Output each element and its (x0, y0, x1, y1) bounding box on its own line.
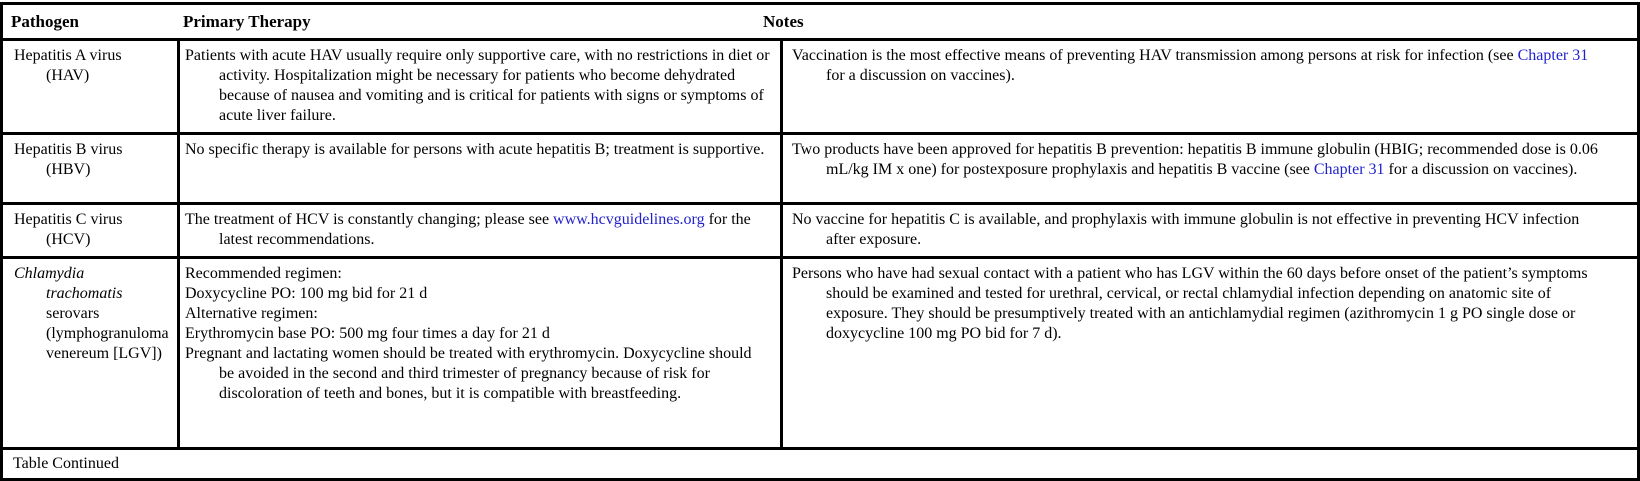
text-segment: serovars (46, 305, 100, 322)
notes-cell (783, 41, 1637, 132)
pathogen-line (14, 344, 173, 364)
column-header-notes: Notes (763, 12, 804, 31)
pathogen-line (14, 160, 173, 180)
text-segment: trachomatis (46, 285, 123, 302)
pathogen-line (14, 210, 173, 230)
cell-paragraph (185, 324, 770, 344)
text-segment: for the latest recommendations. (219, 211, 751, 248)
cell-paragraph (792, 210, 1603, 250)
notes-cell (783, 259, 1637, 447)
cell-paragraph (792, 46, 1603, 86)
cell-paragraph (185, 140, 770, 160)
pathogen-line (14, 140, 173, 160)
pathogen-line (14, 324, 173, 344)
pathogen-therapy-table (0, 2, 1640, 481)
table-row (3, 135, 1637, 205)
cell-paragraph (185, 344, 770, 404)
column-header-primary-therapy: Primary Therapy (183, 12, 311, 31)
cell-paragraph (792, 264, 1603, 344)
chapter-31-link[interactable]: Chapter 31 (1313, 161, 1385, 178)
text-segment: Vaccination is the most effective means of preventing HAV transmission among persons at risk for infection (see (792, 47, 1518, 64)
text-segment: Alternative regimen: (185, 305, 318, 322)
text-segment: Hepatitis A virus (14, 47, 122, 64)
column-header-pathogen: Pathogen (11, 12, 79, 31)
text-segment: Doxycycline PO: 100 mg bid for 21 d (185, 285, 428, 302)
text-segment: (HAV) (46, 67, 90, 84)
primary-therapy-cell (177, 205, 783, 256)
text-segment: (lymphogranuloma (46, 325, 169, 342)
text-segment: No vaccine for hepatitis C is available, and prophylaxis with immune globulin is not effective in preventing HCV infection after exposure. (792, 211, 1580, 248)
text-segment: No specific therapy is available for persons with acute hepatitis B; treatment is supportive. (185, 141, 765, 158)
text-segment: Erythromycin base PO: 500 mg four times a day for 21 d (185, 325, 550, 342)
pathogen-line (14, 66, 173, 86)
cell-paragraph (185, 284, 770, 304)
table-row (3, 259, 1637, 450)
pathogen-line (14, 46, 173, 66)
text-segment: venereum [LGV]) (46, 345, 162, 362)
text-segment: Recommended regimen: (185, 265, 342, 282)
pathogen-cell (3, 41, 177, 132)
text-segment: for a discussion on vaccines). (1384, 161, 1578, 178)
text-segment: Persons who have had sexual contact with a patient who has LGV within the 60 days before onset of the patient’s symptoms should be examined and tested for urethral, cervical, or rectal chlamydial infection depending on anatomic site of exposure. They should be presumptively treated with an antichlamydial regimen (azithromycin 1 g PO single dose or doxycycline 100 mg PO bid for 7 d). (792, 265, 1588, 342)
notes-cell (783, 135, 1637, 202)
primary-therapy-cell (177, 41, 783, 132)
table-rows (3, 41, 1637, 450)
text-segment: The treatment of HCV is constantly changing; please see (185, 211, 554, 228)
pathogen-line (14, 304, 173, 324)
text-segment: Pregnant and lactating women should be treated with erythromycin. Doxycycline should be avoided in the second and third trimester of pregnancy because of risk for discoloration of teeth and bones, but it is compatible with breastfeeding. (185, 345, 752, 402)
primary-therapy-cell (177, 135, 783, 202)
pathogen-line (14, 264, 173, 284)
cell-paragraph (185, 304, 770, 324)
cell-paragraph (792, 140, 1603, 180)
primary-therapy-cell (177, 259, 783, 447)
text-segment: (HCV) (46, 231, 91, 248)
pathogen-cell (3, 205, 177, 256)
text-segment: (HBV) (46, 161, 91, 178)
text-segment: Hepatitis B virus (14, 141, 123, 158)
pathogen-cell (3, 135, 177, 202)
cell-paragraph (185, 46, 770, 126)
pathogen-line (14, 230, 173, 250)
text-segment: Two products have been approved for hepatitis B prevention: hepatitis B immune globulin (HBIG; recommended dose is 0.06 mL/kg IM x one) for postexposure prophylaxis and hepatitis B vaccine (see (792, 141, 1598, 178)
text-segment: for a discussion on vaccines). (826, 67, 1015, 84)
table-row (3, 205, 1637, 259)
pathogen-cell (3, 259, 177, 447)
table-row (3, 41, 1637, 135)
cell-paragraph (185, 264, 770, 284)
table-continued-note: Table Continued (13, 455, 119, 472)
text-segment: Hepatitis C virus (14, 211, 123, 228)
text-segment: Chlamydia (14, 265, 85, 282)
hcvguidelines-link[interactable]: www.hcvguidelines.org (553, 211, 705, 228)
notes-cell (783, 205, 1637, 256)
text-segment: Patients with acute HAV usually require only supportive care, with no restrictions in diet or activity. Hospitalization might be necessary for patients who become dehydrated because of nausea and vomiting and is critical for patients with signs or symptoms of acute liver failure. (185, 47, 770, 124)
cell-paragraph (185, 210, 770, 250)
pathogen-line (14, 284, 173, 304)
table-header-row (3, 5, 1637, 41)
chapter-31-link[interactable]: Chapter 31 (1517, 47, 1589, 64)
